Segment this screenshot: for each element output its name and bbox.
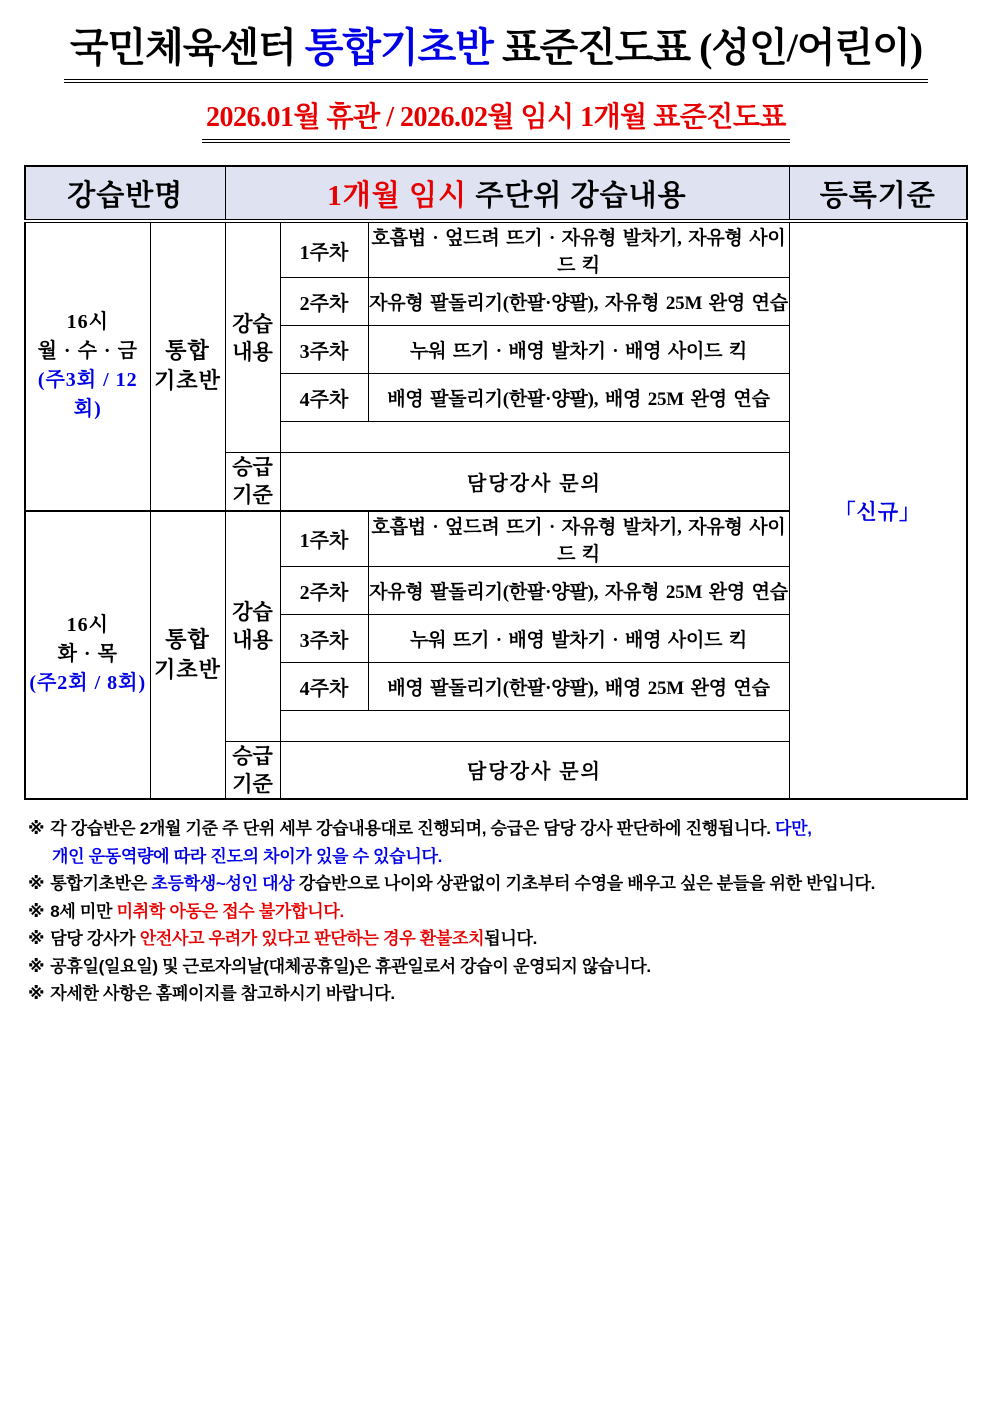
- week-content: 배영 팔돌리기(한팔·양팔), 배영 25M 완영 연습: [368, 662, 789, 710]
- page-subtitle: 2026.01월 휴관 / 2026.02월 임시 1개월 표준진도표: [202, 95, 790, 143]
- week-label: 1주차: [280, 221, 368, 278]
- class-name-cell-2: 통합 기초반: [150, 511, 225, 800]
- promotion-label-cell-2: 승급 기준: [225, 741, 280, 799]
- week-content: 배영 팔돌리기(한팔·양팔), 배영 25M 완영 연습: [368, 374, 789, 422]
- note-line: ※ 통합기초반은 초등학생~성인 대상 강습반으로 나이와 상관없이 기초부터 수영을 배우고 싶은 분들을 위한 반입니다.: [28, 874, 876, 893]
- promotion-value: 담당강사 문의: [280, 453, 789, 511]
- note-line: ※ 자세한 사항은 홈페이지를 참고하시기 바랍니다.: [28, 984, 395, 1003]
- week-content: 자유형 팔돌리기(한팔·양팔), 자유형 25M 완영 연습: [368, 566, 789, 614]
- title-prefix: 국민체육센터: [69, 25, 305, 70]
- register-standard-cell: [789, 221, 967, 799]
- subtitle-block: [0, 95, 992, 143]
- table-header-row: [25, 166, 967, 221]
- week-label: 2주차: [280, 278, 368, 326]
- class-days: 화 · 목: [57, 643, 118, 666]
- week-content: 누워 뜨기 · 배영 발차기 · 배영 사이드 킥: [368, 326, 789, 374]
- class-days: 월 · 수 · 금: [37, 340, 138, 363]
- class-schedule-cell-1: [25, 221, 150, 511]
- week-label: 4주차: [280, 662, 368, 710]
- title-block: [0, 0, 992, 83]
- class-time: 16시: [66, 614, 109, 637]
- class-frequency: (주3회 / 12회): [37, 369, 138, 421]
- promotion-label-cell-1: 승급 기준: [225, 453, 280, 511]
- title-suffix: 표준진도표 (성인/어린이): [492, 25, 923, 70]
- note-line-continuation: 개인 운동역량에 따라 진도의 차이가 있을 수 있습니다.: [52, 846, 443, 866]
- content-label-cell-2: 강습 내용: [225, 511, 280, 742]
- title-highlight: 통합기초반: [304, 25, 493, 70]
- content-label-cell-1: 강습 내용: [225, 221, 280, 453]
- header-content-rest: 주단위 강습내용: [467, 179, 687, 212]
- note-line: ※ 8세 미만 미취학 아동은 접수 불가합니다.: [28, 901, 344, 921]
- week-content: 누워 뜨기 · 배영 발차기 · 배영 사이드 킥: [368, 614, 789, 662]
- header-content-red: 1개월 임시: [327, 179, 468, 212]
- spacer-cell: [280, 422, 789, 453]
- week-content: 자유형 팔돌리기(한팔·양팔), 자유형 25M 완영 연습: [368, 278, 789, 326]
- header-content: [225, 166, 789, 221]
- week-content: 호흡법 · 엎드려 뜨기 · 자유형 발차기, 자유형 사이드 킥: [368, 511, 789, 567]
- class-frequency: (주2회 / 8회): [29, 672, 147, 695]
- week-label: 4주차: [280, 374, 368, 422]
- week-content: 호흡법 · 엎드려 뜨기 · 자유형 발차기, 자유형 사이드 킥: [368, 221, 789, 278]
- note-line: ※ 공휴일(일요일) 및 근로자의날(대체공휴일)은 휴관일로서 강습이 운영되지 않습니다.: [28, 956, 651, 976]
- header-class-name: 강습반명: [25, 166, 225, 221]
- schedule-table: [24, 165, 968, 800]
- class-schedule-cell-2: [25, 511, 150, 800]
- class-time: 16시: [66, 311, 109, 334]
- promotion-value: 담당강사 문의: [280, 741, 789, 799]
- spacer-cell: [280, 710, 789, 741]
- header-register: 등록기준: [789, 166, 967, 221]
- register-value: 「신규」: [834, 499, 922, 524]
- week-label: 2주차: [280, 566, 368, 614]
- week-label: 3주차: [280, 326, 368, 374]
- page-title: [64, 16, 928, 83]
- class-name-cell-1: 통합 기초반: [150, 221, 225, 511]
- table-row: [25, 221, 967, 278]
- note-line: ※ 각 강습반은 2개월 기준 주 단위 세부 강습내용대로 진행되며, 승급은 담당 강사 판단하에 진행됩니다. 다만,: [28, 819, 812, 838]
- footnotes: [28, 815, 958, 1008]
- week-label: 3주차: [280, 614, 368, 662]
- week-label: 1주차: [280, 511, 368, 567]
- note-line: ※ 담당 강사가 안전사고 우려가 있다고 판단하는 경우 환불조치됩니다.: [28, 929, 538, 948]
